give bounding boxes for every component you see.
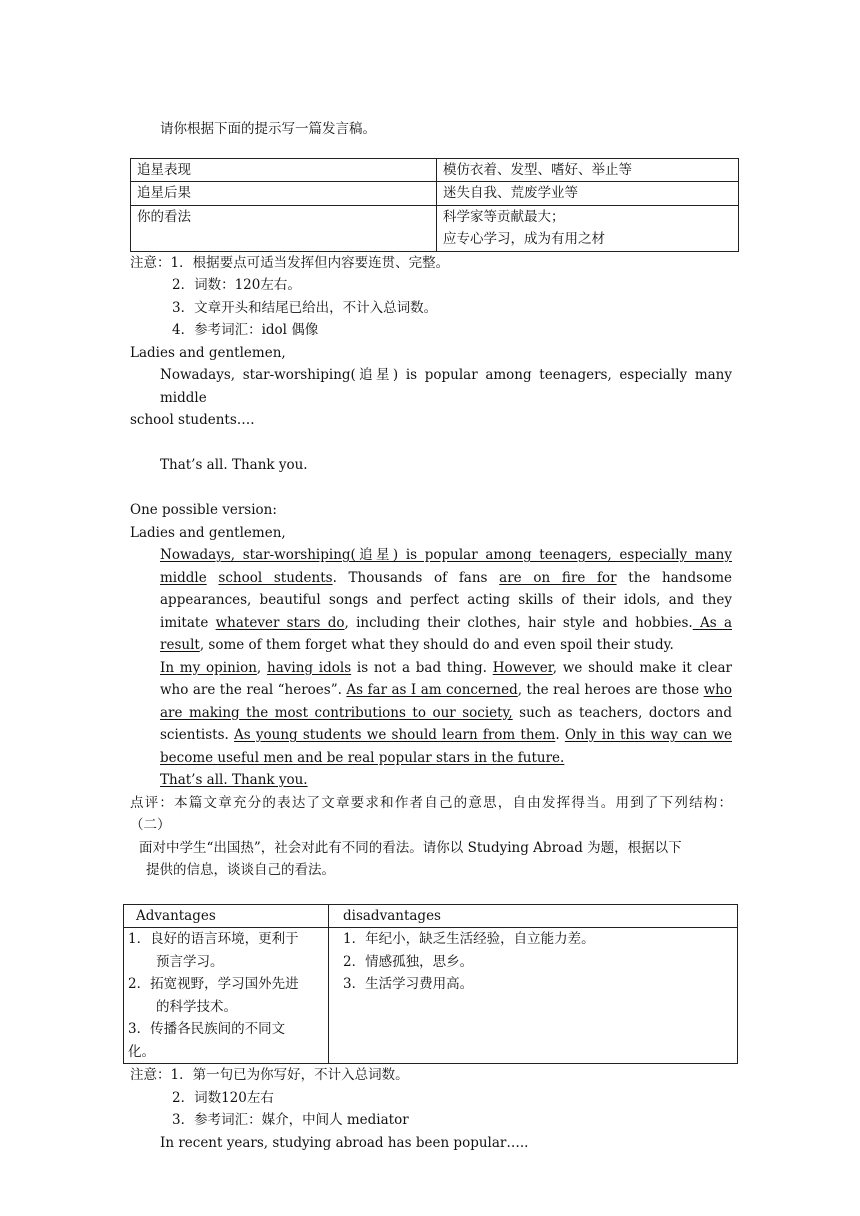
table-header-disadvantages: disadvantages [329, 904, 738, 928]
list-item: 2．拓宽视野，学习国外先进 [128, 976, 299, 992]
sample-greeting: Ladies and gentlemen, [130, 524, 286, 541]
table-cell-value: 迷失自我、荒废学业等 [437, 182, 739, 206]
text-run: . Thousands of fans [332, 569, 500, 586]
table-row [131, 158, 739, 182]
table-cell-label: 追星表现 [131, 158, 437, 182]
underlined-phrase: As far as I am concerned [346, 682, 518, 698]
underlined-phrase: who are making the most contributions to our society, [160, 682, 732, 721]
table-cell-line: 科学家等贡献最大； [443, 208, 565, 225]
list-item: 的科学技术。 [156, 998, 237, 1015]
document-page [130, 118, 732, 1154]
table-header-row [124, 904, 738, 928]
table-cell-value [437, 205, 739, 251]
sample-closing [130, 769, 732, 792]
underlined-phrase: As a result [160, 614, 732, 653]
text-run: the handsome appearances, beautiful songs and perfect acting skills of their idols, and they imitate [160, 569, 732, 631]
note-head: 注意：1．根据要点可适当发挥但内容要连贯、完整。 [130, 254, 450, 271]
table-cell-label: 追星后果 [131, 182, 437, 206]
sample-paragraph-1 [130, 544, 732, 657]
text-run: , some of them forget what they should do and even spoil their study. [199, 637, 674, 653]
text-run [207, 570, 219, 586]
notes-section-2 [130, 1064, 732, 1132]
table-row [131, 205, 739, 251]
prompt-closing: That’s all. Thank you. [160, 457, 308, 473]
advantages-list [124, 928, 329, 1064]
intro-instruction: 请你根据下面的提示写一篇发言稿。 [160, 121, 376, 137]
text-run: is not a bad thing. [351, 659, 493, 676]
text-run: such as teachers, doctors and scientists. [160, 704, 732, 743]
text-run: , the real heroes are those [517, 682, 704, 698]
underlined-phrase: Nowadays, star-worshiping(追星) is popular among teenagers, especially many middle [160, 547, 732, 586]
part2-intro-line: 提供的信息，谈谈自己的看法。 [146, 862, 335, 878]
list-item: 化。 [128, 1043, 155, 1060]
study-abroad-table [123, 904, 738, 1065]
prompt-opening-line: Nowadays, star-worshiping(追星) is popular among teenagers, especially many middle [160, 367, 732, 406]
underlined-phrase: are on fire for [499, 569, 617, 586]
text-run: , including their clothes, hair style and hobbies. [344, 614, 693, 631]
underlined-phrase: school students [218, 569, 333, 586]
star-chasing-table [130, 158, 739, 252]
list-item: 1．良好的语言环境，更利于 [128, 931, 299, 947]
sample-label: One possible version: [130, 502, 277, 518]
comment: 点评：本篇文章充分的表达了文章要求和作者自己的意思，自由发挥得当。用到了下列结构： [130, 794, 732, 811]
list-item: 1．年纪小，缺乏生活经验，自立能力差。 [343, 931, 595, 947]
list-item: 3．生活学习费用高。 [343, 976, 474, 992]
table-header-advantages: Advantages [124, 904, 329, 928]
underlined-phrase: Only in this way can we become useful men and be real popular stars in the future. [160, 727, 732, 766]
part2-intro-line: 面对中学生“出国热”，社会对此有不同的看法。请你以 Studying Abroad 为题，根据以下 [139, 839, 682, 856]
underlined-phrase: As young students we should learn from them [234, 727, 556, 743]
note-head: 注意：1．第一句已为你写好，不计入总词数。 [130, 1067, 409, 1083]
text-run: . [555, 727, 565, 743]
part2-heading: （二） [130, 817, 171, 833]
list-item: 2．情感孤独，思乡。 [343, 953, 474, 970]
text-run: , we should make it clear who are the real “heroes”. [160, 659, 732, 698]
underlined-phrase: However [492, 659, 553, 676]
table-cell-value: 模仿衣着、发型、嗜好、举止等 [437, 158, 739, 182]
table-row [131, 182, 739, 206]
prompt-greeting: Ladies and gentlemen, [130, 344, 286, 361]
disadvantages-list [329, 928, 738, 1064]
underlined-phrase: having idols [267, 659, 352, 676]
underlined-phrase: In my opinion [160, 659, 257, 676]
part2-first-sentence: In recent years, studying abroad has been popular….. [160, 1134, 529, 1151]
note-item: 3．文章开头和结尾已给出，不计入总词数。 [172, 299, 438, 316]
table-cell-line: 应专心学习，成为有用之材 [443, 231, 605, 247]
note-item: 4．参考词汇：idol 偶像 [172, 322, 319, 338]
underlined-phrase: whatever stars do [215, 614, 345, 631]
table-row [124, 928, 738, 1064]
note-item: 3．参考词汇：媒介，中间人 mediator [172, 1112, 409, 1128]
list-item: 3．传播各民族间的不同文 [128, 1021, 286, 1037]
list-item: 预言学习。 [156, 953, 224, 970]
notes-section [130, 252, 732, 342]
sample-closing-text: That’s all. Thank you. [160, 772, 308, 788]
note-item: 2．词数120左右 [172, 1089, 274, 1106]
text-run: , [256, 659, 267, 676]
table-cell-label: 你的看法 [131, 205, 437, 251]
prompt-opening-line: school students…. [130, 412, 255, 428]
sample-paragraph-2 [130, 657, 732, 770]
note-item: 2．词数：120左右。 [172, 277, 301, 293]
